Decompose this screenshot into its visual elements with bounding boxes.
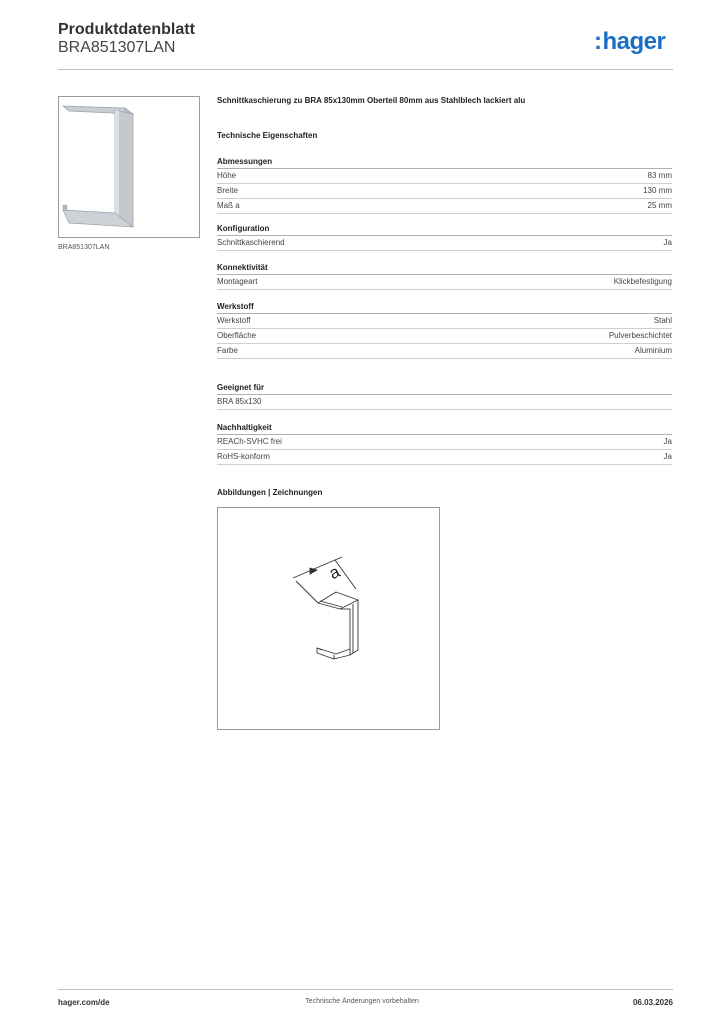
section-title: Nachhaltigkeit [217, 421, 672, 435]
section-configuration [217, 222, 672, 251]
spec-label: Werkstoff [217, 316, 251, 325]
spec-label: Oberfläche [217, 331, 257, 340]
section-sustainability [217, 421, 672, 465]
product-description: Schnittkaschierung zu BRA 85x130mm Oberteil 80mm aus Stahlblech lackiert alu [217, 96, 526, 105]
spec-label: Maß a [217, 201, 240, 210]
figures-heading: Abbildungen | Zeichnungen [217, 488, 323, 497]
section-title: Konfiguration [217, 222, 672, 236]
page-title: Produktdatenblatt [58, 21, 195, 38]
technical-drawing [217, 507, 440, 730]
footer-divider [58, 989, 673, 990]
section-title: Konnektivität [217, 261, 672, 275]
spec-value: Aluminium [634, 346, 672, 355]
hager-logo [594, 28, 665, 56]
logo-colon-mark: : [594, 28, 602, 55]
technical-drawing-graphic [218, 508, 439, 729]
spec-label: RoHS-konform [217, 452, 270, 461]
section-connectivity [217, 261, 672, 290]
spec-row [217, 275, 672, 290]
spec-value: Ja [663, 238, 672, 247]
footer-date: 06.03.2026 [632, 998, 673, 1007]
spec-row [217, 435, 672, 450]
spec-row [217, 314, 672, 329]
spec-row [217, 236, 672, 251]
spec-value: 83 mm [647, 171, 672, 180]
section-dimensions [217, 155, 672, 214]
spec-value: Ja [663, 437, 672, 446]
spec-row [217, 169, 672, 184]
product-image [58, 96, 200, 238]
spec-label: REACh-SVHC frei [217, 437, 282, 446]
header-divider [58, 69, 673, 70]
spec-value: Ja [663, 452, 672, 461]
spec-label: Montageart [217, 277, 258, 286]
spec-row [217, 329, 672, 344]
product-bracket-graphic [59, 97, 199, 237]
product-image-caption: BRA851307LAN [58, 244, 110, 251]
spec-row [217, 344, 672, 359]
spec-value: Klickbefestigung [613, 277, 672, 286]
section-suitable-for [217, 381, 672, 410]
article-number: BRA851307LAN [58, 39, 176, 56]
technical-properties-heading: Technische Eigenschaften [217, 131, 318, 140]
spec-label: Schnittkaschierend [217, 238, 285, 247]
spec-label: Breite [217, 186, 238, 195]
section-title: Werkstoff [217, 300, 672, 314]
spec-row [217, 199, 672, 214]
spec-label: BRA 85x130 [217, 397, 262, 406]
footer-notice: Technische Änderungen vorbehalten [305, 998, 419, 1005]
section-material [217, 300, 672, 359]
spec-value: Pulverbeschichtet [608, 331, 672, 340]
spec-label: Farbe [217, 346, 238, 355]
spec-row [217, 184, 672, 199]
logo-text: hager [602, 28, 666, 55]
spec-value: 25 mm [647, 201, 672, 210]
spec-value: Stahl [653, 316, 672, 325]
section-title: Geeignet für [217, 381, 672, 395]
spec-label: Höhe [217, 171, 237, 180]
footer-website-link[interactable]: hager.com/de [58, 998, 110, 1007]
dimension-label-a: a [326, 561, 343, 584]
section-title: Abmessungen [217, 155, 672, 169]
spec-row [217, 395, 672, 410]
spec-value: 130 mm [643, 186, 672, 195]
spec-row [217, 450, 672, 465]
